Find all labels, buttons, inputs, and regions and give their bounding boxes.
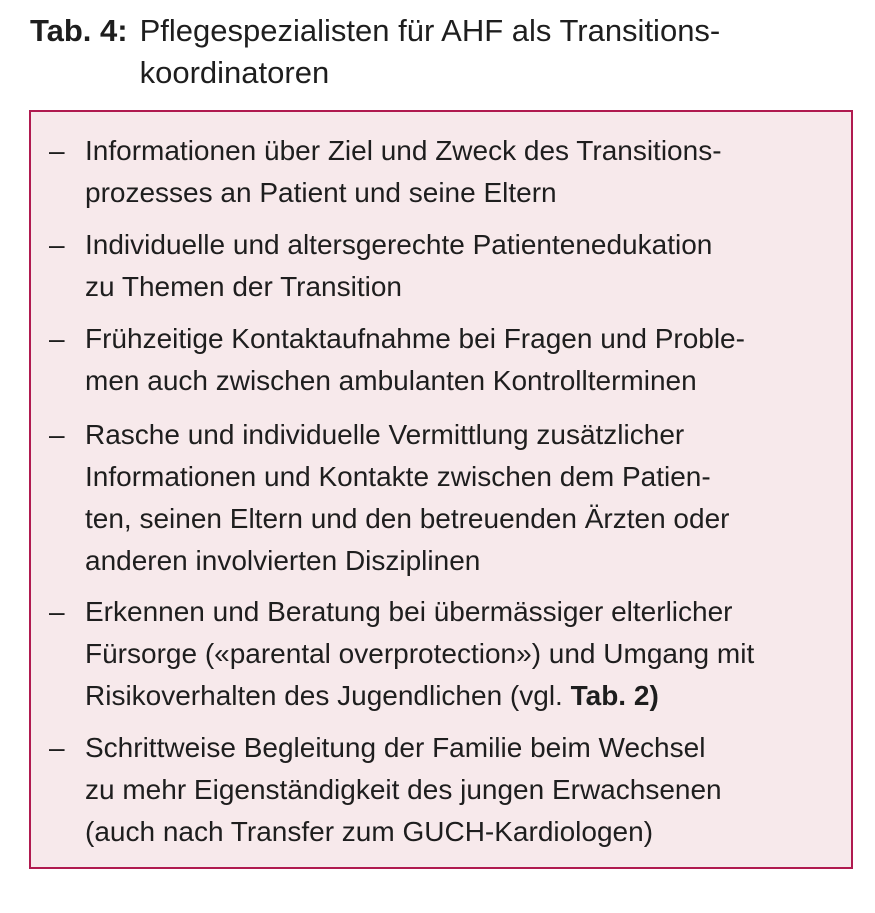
- list-item-line: [85, 675, 754, 717]
- list-item-line: ten, seinen Eltern und den betreuenden Ärzten oder: [85, 503, 730, 534]
- table-title-line: koordinatoren: [139, 55, 330, 90]
- dash-bullet: –: [49, 419, 65, 450]
- list-item-line: Fürsorge («parental overprotection») und Umgang mit: [85, 638, 755, 669]
- list-item-text: Risikoverhalten des Jugendlichen (vgl.: [85, 680, 571, 711]
- dash-bullet: –: [49, 732, 65, 763]
- table-reference: Tab. 2): [570, 680, 659, 711]
- list-item-line: Individuelle und altersgerechte Patientenedukation: [85, 229, 713, 260]
- bullet-list-box: [29, 110, 853, 869]
- list-item-line: men auch zwischen ambulanten Kontrollterminen: [85, 365, 697, 396]
- table-heading: [30, 10, 850, 94]
- list-item-line: Schrittweise Begleitung der Familie beim Wechsel: [85, 732, 706, 763]
- list-item-line: Informationen über Ziel und Zweck des Transitions-: [85, 135, 722, 166]
- list-item-line: (auch nach Transfer zum GUCH-Kardiologen): [85, 816, 654, 847]
- table-title: [140, 10, 721, 94]
- dash-bullet: –: [49, 135, 65, 166]
- dash-bullet: –: [49, 323, 65, 354]
- list-item-line: Informationen und Kontakte zwischen dem Patien-: [85, 461, 711, 492]
- table-number: Tab. 4:: [30, 13, 128, 48]
- list-item-line: zu Themen der Transition: [85, 271, 402, 302]
- list-item-line: zu mehr Eigenständigkeit des jungen Erwachsenen: [85, 774, 722, 805]
- list-item-line: Rasche und individuelle Vermittlung zusätzlicher: [85, 419, 685, 450]
- dash-bullet: –: [49, 229, 65, 260]
- list-item-line: Erkennen und Beratung bei übermässiger elterlicher: [85, 596, 733, 627]
- table-title-line: Pflegespezialisten für AHF als Transitions-: [139, 13, 721, 48]
- dash-bullet: –: [49, 596, 65, 627]
- list-item-line: prozesses an Patient und seine Eltern: [85, 177, 557, 208]
- list-item-line: anderen involvierten Disziplinen: [85, 545, 481, 576]
- list-item-line: Frühzeitige Kontaktaufnahme bei Fragen und Proble-: [85, 323, 745, 354]
